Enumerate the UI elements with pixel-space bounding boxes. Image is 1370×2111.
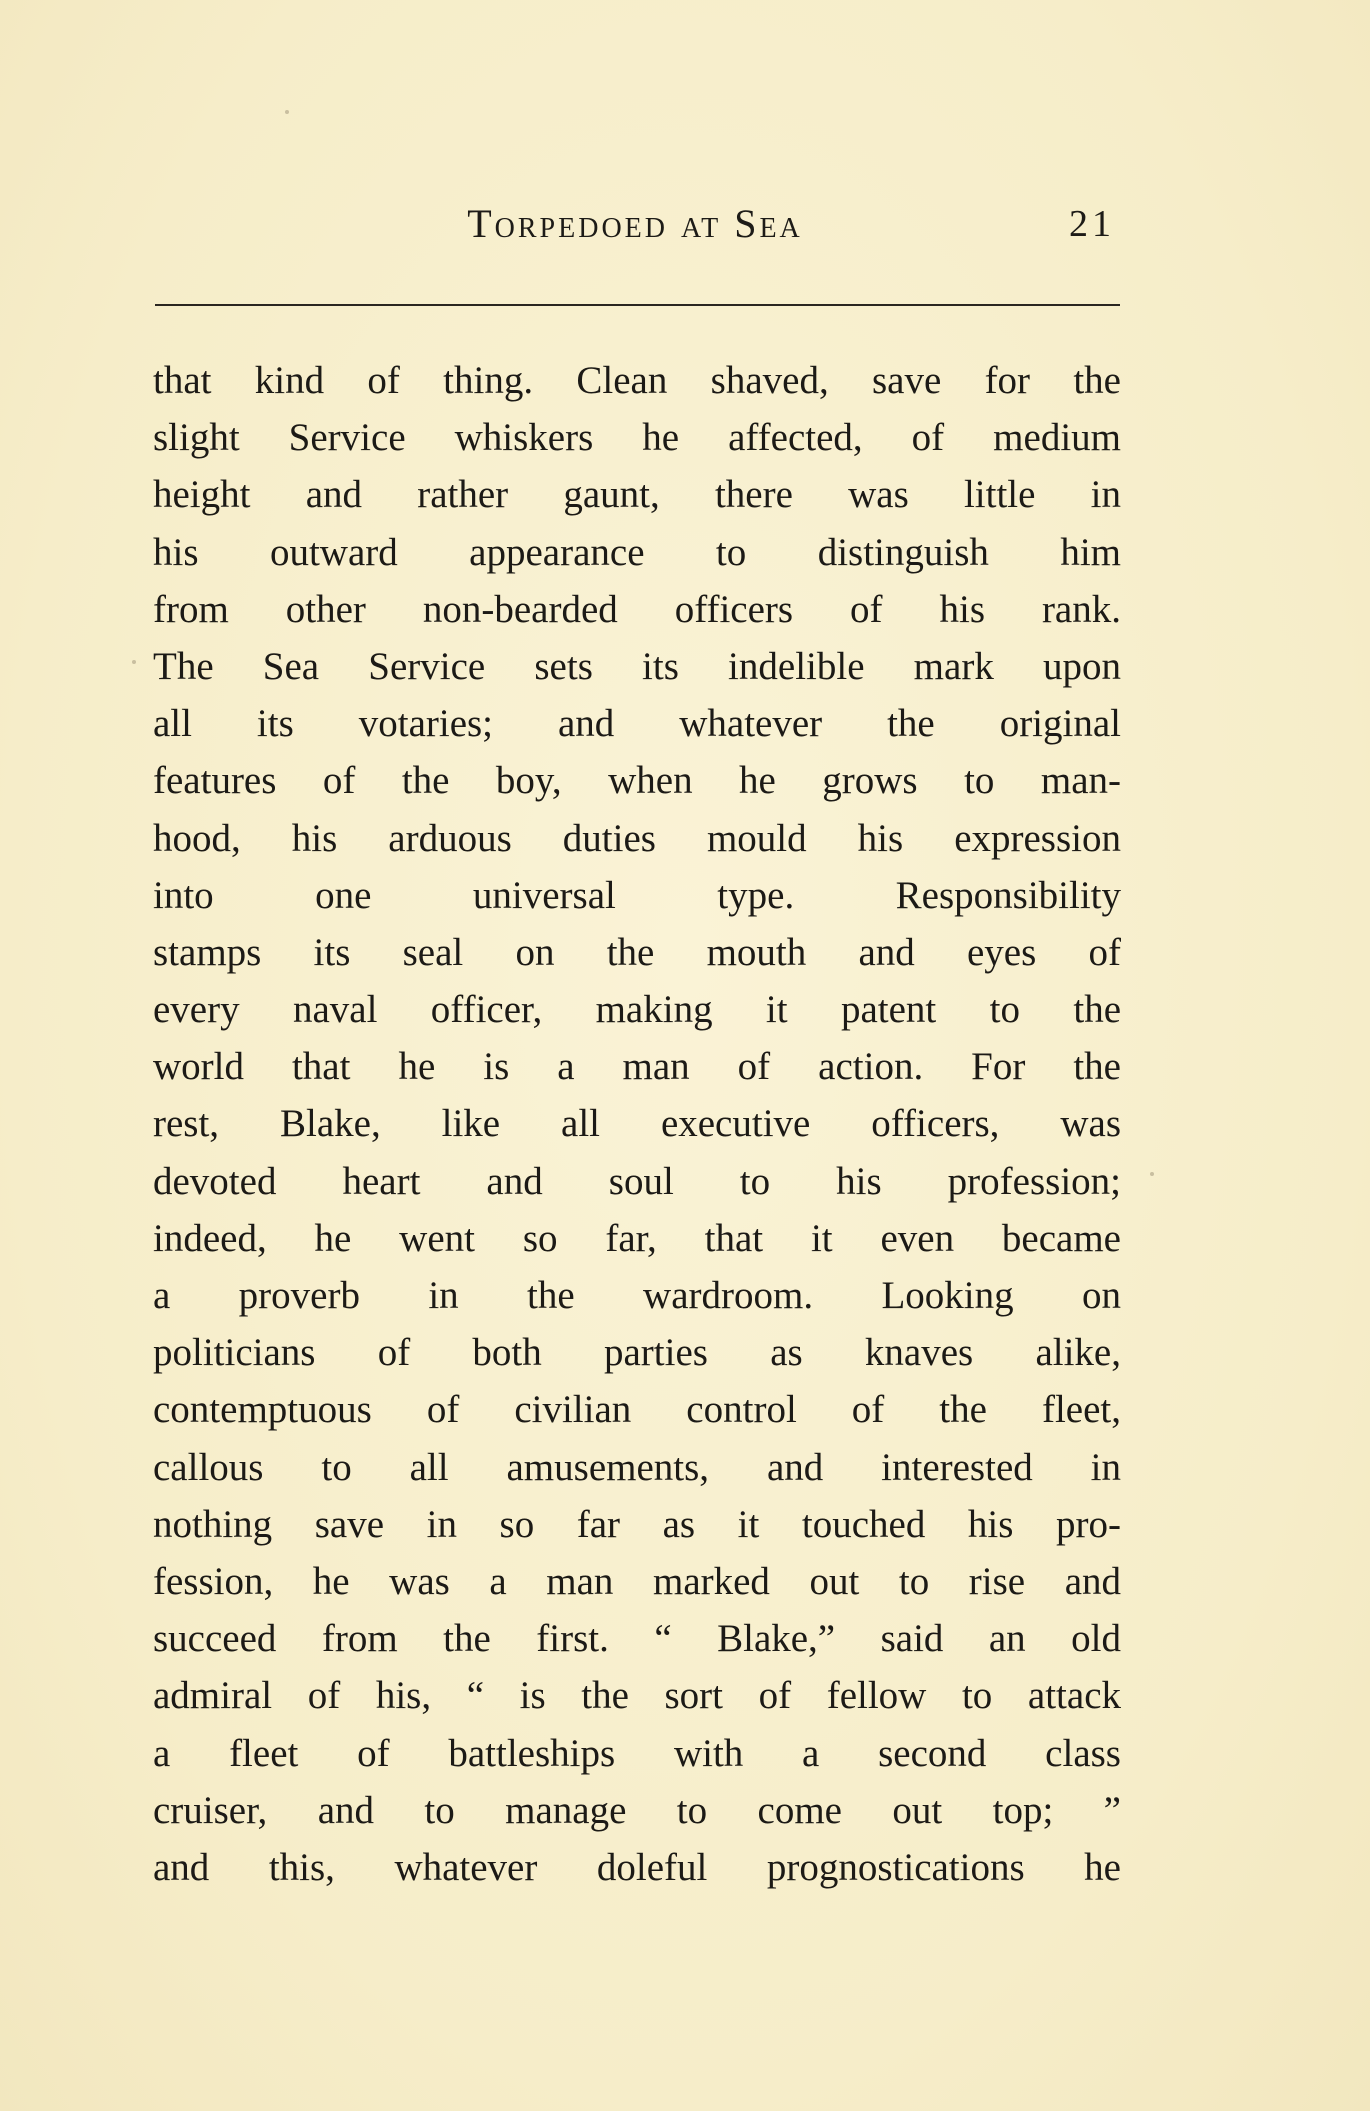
paper-speck <box>1150 1172 1154 1176</box>
text-line: nothing save in so far as it touched his pro- <box>153 1502 1121 1546</box>
text-line: succeed from the first. “ Blake,” said an old <box>153 1617 1121 1661</box>
text-line: hood, his arduous duties mould his expression <box>153 816 1121 860</box>
text-line: and this, whatever doleful prognostications he <box>153 1845 1121 1889</box>
text-line: devoted heart and soul to his profession; <box>153 1159 1121 1203</box>
text-line: height and rather gaunt, there was little in <box>153 473 1121 517</box>
text-line: fession, he was a man marked out to rise and <box>153 1559 1121 1603</box>
text-line: admiral of his, “ is the sort of fellow to attack <box>153 1674 1121 1718</box>
text-line: The Sea Service sets its indelible mark upon <box>153 644 1121 688</box>
running-head <box>155 200 1115 260</box>
text-line: his outward appearance to distinguish him <box>153 530 1121 574</box>
paper-speck <box>285 110 289 114</box>
paper-speck <box>132 660 136 664</box>
text-line: features of the boy, when he grows to man- <box>153 759 1121 803</box>
text-line: rest, Blake, like all executive officers, was <box>153 1102 1121 1146</box>
text-line: indeed, he went so far, that it even became <box>153 1216 1121 1260</box>
running-title: Torpedoed at Sea <box>467 201 803 246</box>
page-number: 21 <box>1069 203 1115 245</box>
header-rule <box>155 304 1120 306</box>
text-line: world that he is a man of action. For the <box>153 1045 1121 1089</box>
text-line: slight Service whiskers he affected, of medium <box>153 416 1121 460</box>
text-line: every naval officer, making it patent to the <box>153 988 1121 1032</box>
text-line: that kind of thing. Clean shaved, save for the <box>153 359 1121 402</box>
text-line: all its votaries; and whatever the original <box>153 702 1121 746</box>
text-line: stamps its seal on the mouth and eyes of <box>153 930 1121 974</box>
text-line: cruiser, and to manage to come out top; ” <box>153 1788 1121 1832</box>
text-line: from other non-bearded officers of his rank. <box>153 587 1121 631</box>
text-line: into one universal type. Responsibility <box>153 873 1121 917</box>
text-line: callous to all amusements, and interested in <box>153 1445 1121 1489</box>
text-line: a proverb in the wardroom. Looking on <box>153 1274 1121 1317</box>
text-line: politicians of both parties as knaves alike, <box>153 1331 1121 1375</box>
text-line: contemptuous of civilian control of the fleet, <box>153 1388 1121 1432</box>
body-text <box>153 352 1121 1896</box>
text-line: a fleet of battleships with a second class <box>153 1731 1121 1775</box>
